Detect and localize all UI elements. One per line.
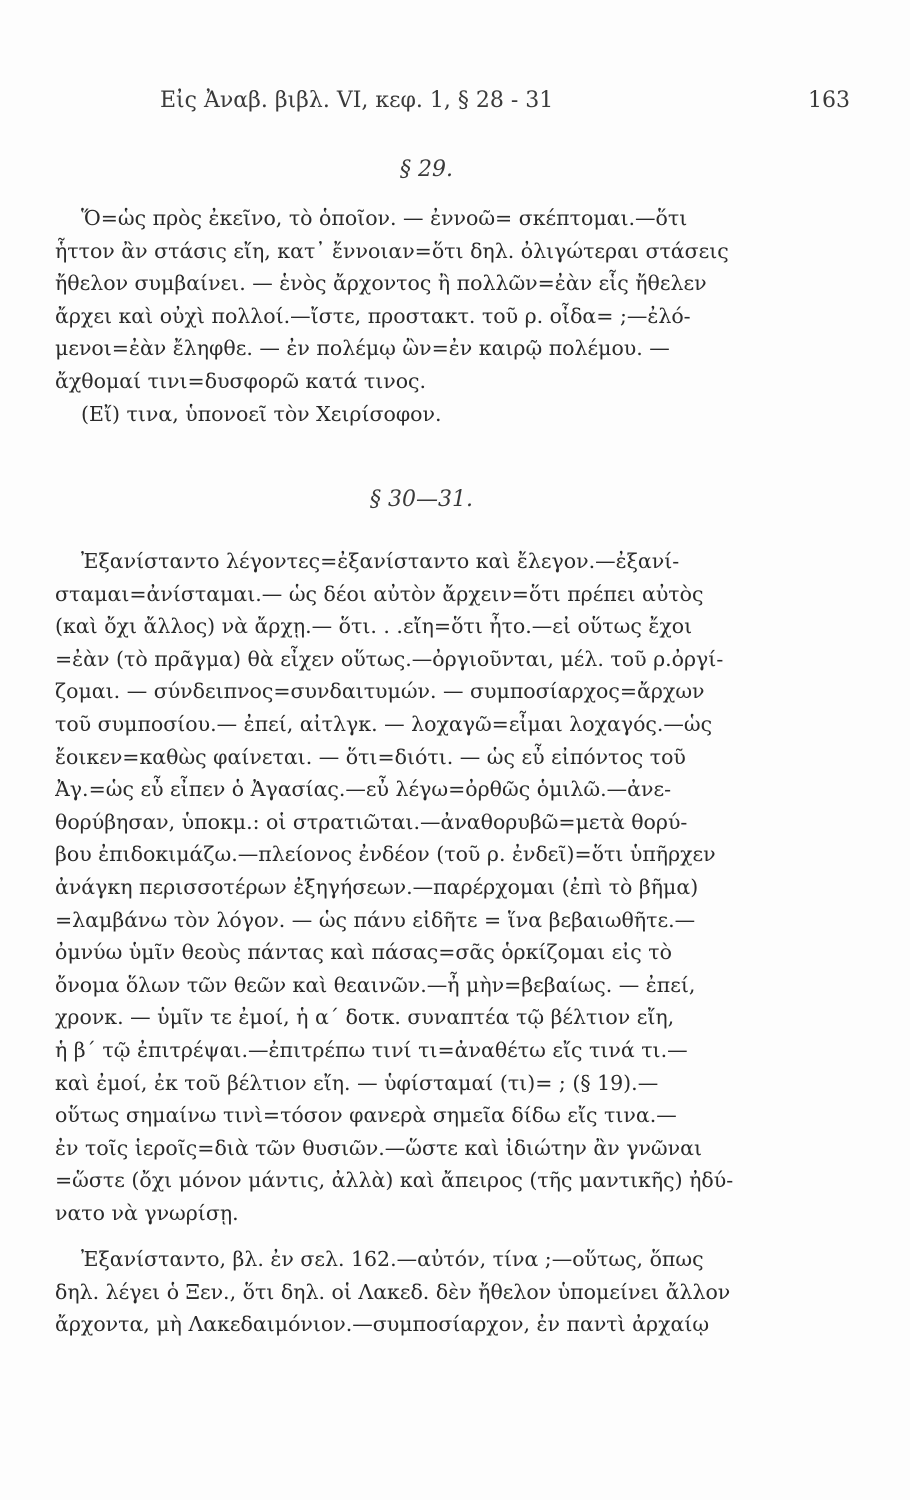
text-line: δηλ. λέγει ὁ Ξεν., ὅτι δηλ. οἱ Λακεδ. δὲν ἤθελον ὑπομείνει ἄλλον [55, 1279, 731, 1304]
text-line: θορύβησαν, ὑποκμ.: οἱ στρατιῶται.—ἀναθορυβῶ=μετὰ θορύ- [55, 809, 688, 834]
text-line: ἄρχει καὶ οὐχὶ πολλοί.—ἴστε, προστακτ. τοῦ ρ. οἶδα= ;—ἐλό- [55, 303, 691, 328]
text-line: ζομαι. — σύνδειπνος=συνδαιτυμών. — συμποσίαρχος=ἄρχων [55, 679, 705, 704]
text-line: ἄχθομαί τινι=δυσφορῶ κατά τινος. [55, 368, 427, 393]
closing-paragraph [55, 1243, 835, 1341]
text-line: Ἐξανίσταντο λέγοντες=ἐξανίσταντο καὶ ἔλεγον.—ἐξανί- [81, 549, 680, 573]
text-line: ὄνομα ὅλων τῶν θεῶν καὶ θεαινῶν.—ἦ μὴν=βεβαίως. — ἐπεί, [55, 972, 696, 997]
section-heading-30-31: § 30—31. [370, 487, 473, 512]
running-head [160, 88, 850, 128]
section-heading-29: § 29. [400, 157, 453, 182]
text-line: ἄρχοντα, μὴ Λακεδαιμόνιον.—συμποσίαρχον, ἐν παντὶ ἀρχαίῳ [55, 1312, 710, 1337]
text-line: =ὥστε (ὄχι μόνον μάντις, ἀλλὰ) καὶ ἄπειρος (τῆς μαντικῆς) ἠδύ- [55, 1168, 734, 1193]
page-number: 163 [808, 88, 850, 113]
text-line: Ἀγ.=ὡς εὖ εἶπεν ὁ Ἀγασίας.—εὖ λέγω=ὀρθῶς ὁμιλῶ.—ἀνε- [55, 777, 672, 802]
text-line: βου ἐπιδοκιμάζω.—πλείονος ἐνδέον (τοῦ ρ. ἐνδεῖ)=ὅτι ὑπῆρχεν [55, 842, 716, 867]
text-line: τοῦ συμποσίου.— ἐπεί, αἰτλγκ. — λοχαγῶ=εἶμαι λοχαγός.—ὡς [55, 711, 713, 736]
text-line: Ἐξανίσταντο, βλ. ἐν σελ. 162.—αὐτόν, τίνα ;—οὕτως, ὅπως [81, 1247, 704, 1271]
text-line: ὀμνύω ὑμῖν θεοὺς πάντας καὶ πάσας=σᾶς ὁρκίζομαι εἰς τὸ [55, 940, 672, 965]
text-line: καὶ ἐμοί, ἐκ τοῦ βέλτιον εἴη. — ὑφίσταμαί (τι)= ; (§ 19).— [55, 1070, 659, 1095]
text-line: ἔοικεν=καθὼς φαίνεται. — ὅτι=διότι. — ὡς εὖ εἰπόντος τοῦ [55, 744, 686, 769]
text-line: Ὅ=ὡς πρὸς ἐκεῖνο, τὸ ὁποῖον. — ἐννοῶ= σκέπτομαι.—ὅτι [81, 206, 688, 230]
text-line: (καὶ ὄχι ἄλλος) νὰ ἄρχῃ.— ὅτι. . .εἴη=ὅτι ἦτο.—εἰ οὕτως ἔχοι [55, 614, 693, 639]
section-30-31-body [55, 545, 835, 1229]
text-line: (Εἴ) τινα, ὑπονοεῖ τὸν Χειρίσοφον. [81, 401, 442, 426]
text-line: ἤθελον συμβαίνει. — ἑνὸς ἄρχοντος ἢ πολλῶν=ἐὰν εἷς ἤθελεν [55, 271, 707, 296]
text-line: ἧττον ἂν στάσις εἴη, κατ᾽ ἔννοιαν=ὅτι δηλ. ὀλιγώτεραι στάσεις [55, 238, 729, 263]
text-line: ἡ β΄ τῷ ἐπιτρέψαι.—ἐπιτρέπω τινί τι=ἀναθέτω εἴς τινά τι.— [55, 1037, 688, 1062]
text-line: ἐν τοῖς ἱεροῖς=διὰ τῶν θυσιῶν.—ὥστε καὶ ἰδιώτην ἂν γνῶναι [55, 1135, 702, 1160]
section-29-body [55, 202, 835, 430]
text-line: =ἐὰν (τὸ πρᾶγμα) θὰ εἶχεν οὕτως.—ὀργιοῦνται, μέλ. τοῦ ρ.ὀργί- [55, 646, 724, 671]
text-line: οὕτως σημαίνω τινὶ=τόσον φανερὰ σημεῖα δίδω εἴς τινα.— [55, 1103, 677, 1128]
text-line: μενοι=ἐὰν ἔληφθε. — ἐν πολέμῳ ὢν=ἐν καιρῷ πολέμου. — [55, 336, 670, 361]
text-line: νατο νὰ γνωρίσῃ. [55, 1200, 239, 1225]
text-line: ἀνάγκη περισσοτέρων ἐξηγήσεων.—παρέρχομαι (ἐπὶ τὸ βῆμα) [55, 874, 699, 899]
text-line: =λαμβάνω τὸν λόγον. — ὡς πάνυ εἰδῆτε = ἵνα βεβαιωθῆτε.— [55, 907, 696, 932]
text-line: χρονκ. — ὑμῖν τε ἐμοί, ἡ α΄ δοτκ. συναπτέα τῷ βέλτιον εἴη, [55, 1005, 675, 1030]
running-head-title: Εἰς Ἀναβ. βιβλ. VI, κεφ. 1, § 28 - 31 [160, 88, 554, 113]
text-line: σταμαι=ἀνίσταμαι.— ὡς δέοι αὐτὸν ἄρχειν=ὅτι πρέπει αὐτὸς [55, 581, 704, 606]
